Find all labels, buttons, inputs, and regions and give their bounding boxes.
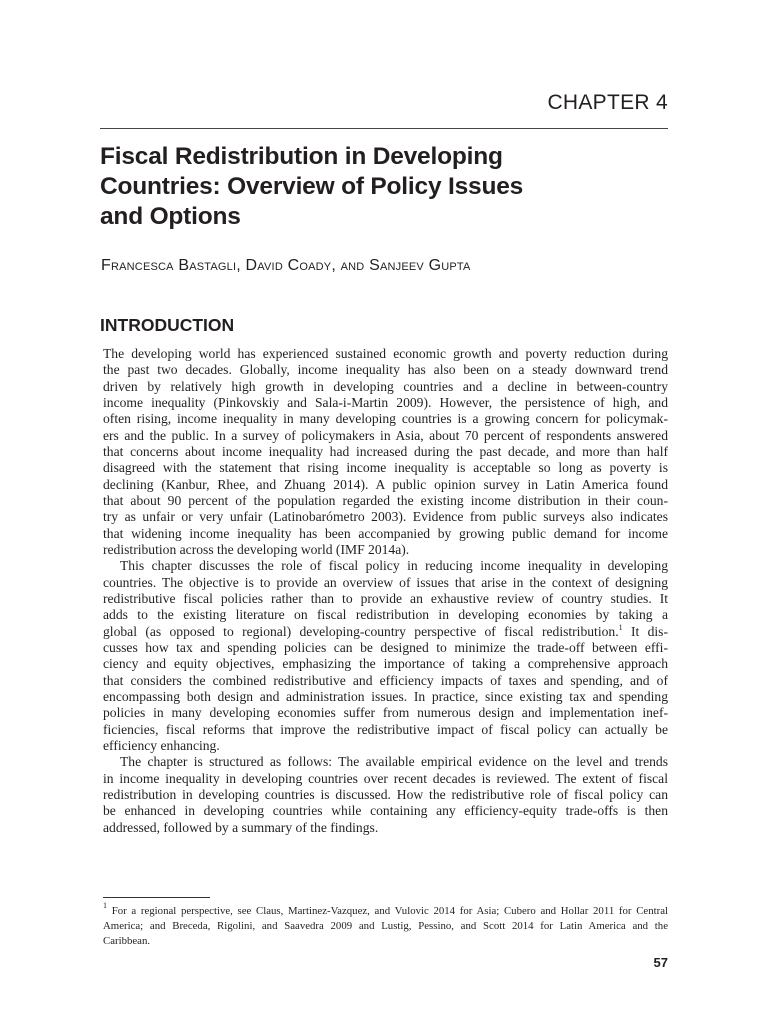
text-line: countries. The objective is to provide an overview of issues that arise in the context of designing xyxy=(103,574,668,590)
section-heading: INTRODUCTION xyxy=(100,315,235,335)
text-line: addressed, followed by a summary of the findings. xyxy=(103,819,379,835)
text-line: The chapter is structured as follows: The available empirical evidence on the level and trends xyxy=(120,754,668,770)
text-line: declining (Kanbur, Rhee, and Zhuang 2014). A public opinion survey in Latin America found xyxy=(103,476,668,492)
title-line: Countries: Overview of Policy Issues xyxy=(100,173,524,200)
paragraph xyxy=(103,754,668,836)
text-line: cusses how tax and spending policies can be designed to minimize the trade-off between effi- xyxy=(103,639,668,655)
text-line: driven by relatively high growth in developing countries and a decline in between-country xyxy=(103,378,668,394)
text-line: redistributive fiscal policies rather than to provide an exhaustive review of country studies. It xyxy=(103,590,668,606)
title-line: and Options xyxy=(100,203,241,230)
body-text xyxy=(103,346,668,836)
text-line: that widening income inequality has been accompanied by growing public demand for income xyxy=(103,525,668,541)
text-line: often rising, income inequality in many developing countries is a growing concern for policymak- xyxy=(103,411,668,427)
footnote xyxy=(103,901,668,949)
text-line: that about 90 percent of the population regarded the existing income distribution in their coun- xyxy=(103,492,668,508)
text-line: policies in many developing economies suffer from numerous design and implementation inef- xyxy=(103,705,668,721)
text-line: adds to the existing literature on fiscal redistribution in developing economies by taking a xyxy=(103,607,668,623)
text-line: ers and the public. In a survey of policymakers in Asia, about 70 percent of respondents answered xyxy=(103,427,668,443)
text-line: income inequality (Pinkovskiy and Sala-i-Martin 2009). However, the persistence of high, and xyxy=(103,394,668,410)
page-number: 57 xyxy=(653,955,668,970)
text-line: redistribution across the developing world (IMF 2014a). xyxy=(103,541,410,557)
footnote-line: America; and Breceda, Rigolini, and Saavedra 2009 and Lustig, Pessino, and Scott 2014 for Latin America and the xyxy=(103,920,668,932)
chapter-title xyxy=(100,142,523,232)
chapter-label: CHAPTER 4 xyxy=(547,91,668,114)
header-rule xyxy=(100,128,668,129)
text-line: in income inequality in developing countries over recent decades is reviewed. The extent of fiscal xyxy=(103,770,668,786)
footnote-rule xyxy=(103,897,210,898)
text-line: that considers the combined redistributive and efficiency impacts of taxes and spending, and of xyxy=(103,672,668,688)
authors: Francesca Bastagli, David Coady, and Sanjeev Gupta xyxy=(101,257,471,274)
text-line: disagreed with the statement that rising income inequality is acceptable so long as poverty is xyxy=(103,460,668,476)
title-line: Fiscal Redistribution in Developing xyxy=(100,143,503,170)
paragraph xyxy=(103,346,668,558)
text-line: the past two decades. Globally, income inequality has also been on a steady downward trend xyxy=(103,362,668,378)
text-line: be enhanced in developing countries while containing any efficiency-equity trade-offs is then xyxy=(103,803,668,819)
text-line: that concerns about income inequality had increased during the past decade, and more than half xyxy=(103,443,668,459)
paragraph xyxy=(103,558,668,754)
footnote-mark: 1 xyxy=(103,901,107,910)
text-line: global (as opposed to regional) developing-country perspective of fiscal redistribution.$^1$ It dis- xyxy=(103,622,668,639)
text-line: The developing world has experienced sustained economic growth and poverty reduction during xyxy=(103,346,668,361)
text-line: redistribution in developing countries is discussed. How the redistributive role of fiscal policy can xyxy=(103,786,668,802)
text-line: efficiency enhancing. xyxy=(103,737,220,753)
footnote-line: Caribbean. xyxy=(103,935,151,947)
text-line: try as unfair or very unfair (Latinobarómetro 2003). Evidence from public surveys also indicates xyxy=(103,509,668,525)
text-line: ficiencies, fiscal reforms that improve the redistributive impact of fiscal policy can actually be xyxy=(103,721,668,737)
footnote-ref[interactable]: 1 xyxy=(618,622,623,632)
text-line: ciency and equity objectives, emphasizing the importance of taking a comprehensive approach xyxy=(103,656,668,672)
footnote-line: $^1$ For a regional perspective, see Claus, Martinez-Vazquez, and Vulovic 2014 for Asia; Cubero and Hollar 2011 for Central xyxy=(103,901,668,917)
text-line: This chapter discusses the role of fiscal policy in reducing income inequality in developing xyxy=(120,558,668,574)
text-line: encompassing both design and administration issues. In practice, since existing tax and spending xyxy=(103,688,668,704)
